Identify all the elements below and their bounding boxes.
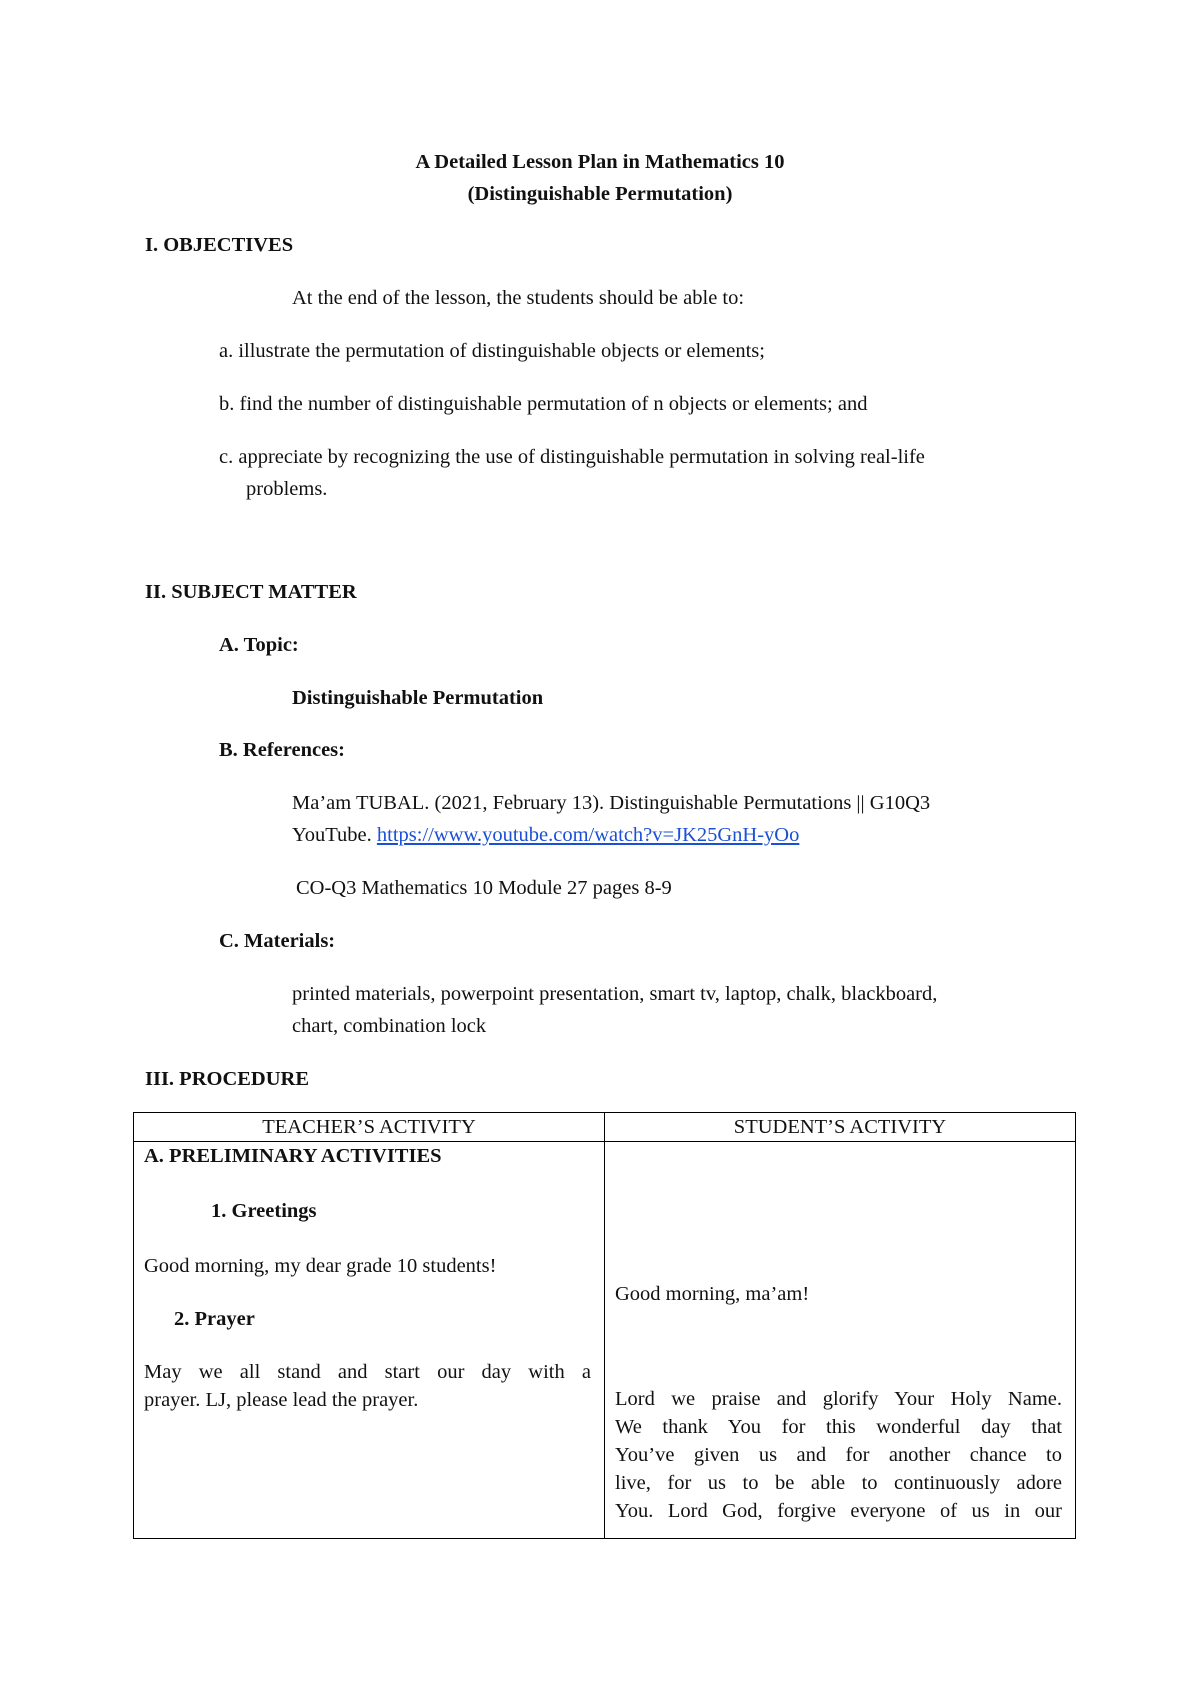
document-subtitle: (Distinguishable Permutation) [467,183,733,205]
student-prayer [615,1385,1062,1525]
student-greeting-reply: Good morning, ma’am! [615,1283,810,1305]
references-label: B. References: [219,739,345,761]
document-title: A Detailed Lesson Plan in Mathematics 10 [415,151,785,173]
objective-item-a: a. illustrate the permutation of distinguishable objects or elements; [219,340,765,362]
objectives-intro: At the end of the lesson, the students should be able to: [292,287,745,309]
teacher-prayer-line-2: prayer. LJ, please lead the prayer. [144,1389,419,1411]
objective-item-c: c. appreciate by recognizing the use of distinguishable permutation in solving real-life [219,446,925,468]
teacher-prayer-line: May we all stand and start our day with a [144,1361,591,1383]
teacher-greeting: Good morning, my dear grade 10 students! [144,1255,497,1277]
student-prayer-line: live, for us to be able to continuously adore [615,1472,1062,1494]
student-prayer-line: You’ve given us and for another chance to [615,1444,1062,1466]
materials-line: printed materials, powerpoint presentation, smart tv, laptop, chalk, blackboard, [292,983,938,1005]
topic-value: Distinguishable Permutation [292,687,544,709]
objective-item-c-continued: problems. [246,478,328,500]
student-prayer-line: Lord we praise and glorify Your Holy Name. [615,1388,1062,1410]
student-prayer-line: We thank You for this wonderful day that [615,1416,1062,1438]
prayer-label: 2. Prayer [174,1308,255,1330]
reference-url-link[interactable]: https://www.youtube.com/watch?v=JK25GnH-yOo [376,824,800,846]
student-prayer-line: You. Lord God, forgive everyone of us in our [615,1500,1062,1522]
topic-label: A. Topic: [219,634,299,656]
procedure-table-header [134,1113,1076,1142]
student-activity-cell [605,1142,1076,1539]
teacher-activity-cell [134,1142,605,1539]
preliminary-activities-heading: A. PRELIMINARY ACTIVITIES [144,1145,442,1167]
reference-module: CO-Q3 Mathematics 10 Module 27 pages 8-9 [296,877,672,899]
student-activity-header: STUDENT’S ACTIVITY [605,1113,1076,1142]
objectives-heading: I. OBJECTIVES [145,234,294,256]
teacher-activity-header: TEACHER’S ACTIVITY [134,1113,605,1142]
procedure-heading: III. PROCEDURE [145,1068,310,1090]
procedure-table-row [134,1142,1076,1539]
objective-item-b: b. find the number of distinguishable permutation of n objects or elements; and [219,393,868,415]
reference-line-2 [292,819,799,851]
reference-source: YouTube. [292,824,372,846]
materials-line-2: chart, combination lock [292,1015,487,1037]
materials-label: C. Materials: [219,930,336,952]
reference-line: Ma’am TUBAL. (2021, February 13). Distinguishable Permutations || G10Q3 [292,792,931,814]
procedure-table [133,1112,1076,1539]
teacher-prayer-instruction [144,1358,591,1414]
greetings-label: 1. Greetings [211,1200,317,1222]
subject-matter-heading: II. SUBJECT MATTER [145,581,357,603]
